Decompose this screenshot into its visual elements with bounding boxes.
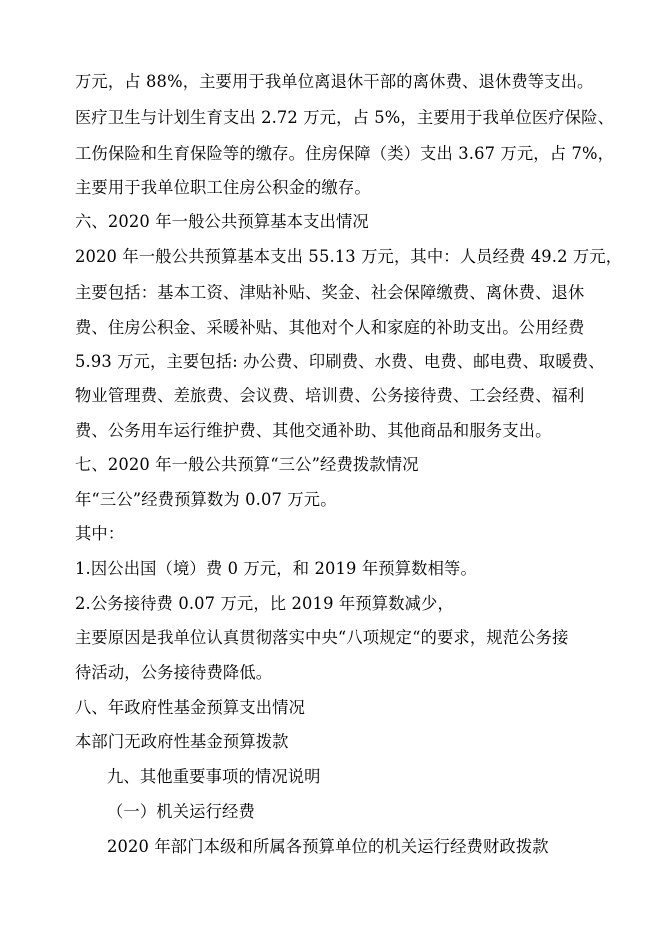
- body-text-line: 待活动，公务接待费降低。: [75, 663, 273, 682]
- body-text-line: 年“三公”经费预算数为 0.07 万元。: [75, 490, 337, 509]
- body-text-line: 费、公务用车运行维护费、其他交通补助、其他商品和服务支出。: [75, 421, 552, 440]
- body-text-line: 其中：: [75, 524, 125, 543]
- body-text-line: 5.93 万元，主要包括: 办公费、印刷费、水费、电费、邮电费、取暖费、: [75, 352, 605, 371]
- body-text-line: 2020 年一般公共预算基本支出 55.13 万元，其中：人员经费 49.2 万元，: [75, 247, 623, 266]
- body-text-line: 1.因公出国（境）费 0 万元，和 2019 年预算数相等。: [75, 559, 477, 578]
- body-text-line: 医疗卫生与计划生育支出 2.72 万元，占 5%，主要用于我单位医疗保险、: [75, 108, 615, 127]
- body-text-line: 本部门无政府性基金预算拨款: [75, 732, 289, 751]
- section-heading: 八、年政府性基金预算支出情况: [75, 698, 306, 717]
- body-text-line: 工伤保险和生育保险等的缴存。住房保障（类）支出 3.67 万元，占 7%，: [75, 144, 615, 163]
- subsection-heading: （一）机关运行经费: [107, 802, 255, 821]
- body-text-line: 主要原因是我单位认真贯彻落实中央“八项规定“的要求，规范公务接: [75, 628, 569, 647]
- body-text-line: 2.公务接待费 0.07 万元，比 2019 年预算数减少，: [75, 594, 454, 613]
- body-text-line: 2020 年部门本级和所属各预算单位的机关运行经费财政拨款: [107, 837, 549, 856]
- section-heading: 九、其他重要事项的情况说明: [107, 767, 321, 786]
- section-heading: 七、2020 年一般公共预算“三公”经费拨款情况: [75, 455, 419, 474]
- body-text-line: 费、住房公积金、采暖补贴、其他对个人和家庭的补助支出。公用经费: [75, 318, 585, 337]
- body-text-line: 万元，占 88%，主要用于我单位离退休干部的离休费、退休费等支出。: [75, 72, 594, 91]
- body-text-line: 主要用于我单位职工住房公积金的缴存。: [75, 178, 371, 197]
- section-heading: 六、2020 年一般公共预算基本支出情况: [75, 212, 369, 231]
- body-text-line: 物业管理费、差旅费、会议费、培训费、公务接待费、工会经费、福利: [75, 386, 585, 405]
- body-text-line: 主要包括：基本工资、津贴补贴、奖金、社会保障缴费、离休费、退休: [75, 283, 585, 302]
